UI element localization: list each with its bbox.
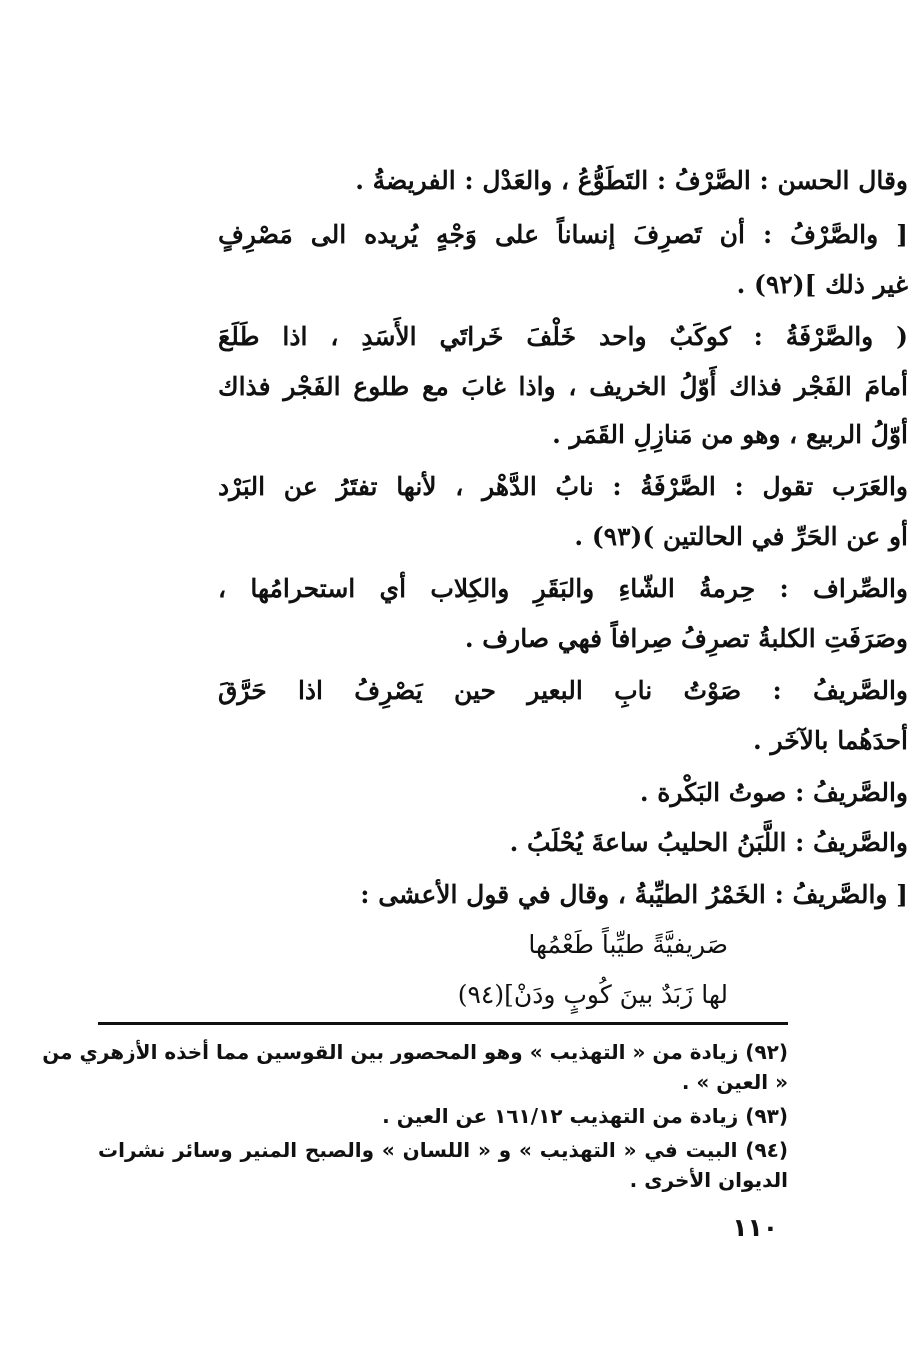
text-line: أمامَ الفَجْر فذاك أَوّلُ الخريف ، واذا غابَ مع طلوع الفَجْر فذاك <box>218 372 908 401</box>
text-line: [ والصَّرْفُ : أن تَصرِفَ إنساناً على وَجْهٍ يُريده الى مَصْرِفٍ <box>218 220 908 249</box>
text-line: والعَرَب تقول : الصَّرْفَةُ : نابُ الدَّهْر ، لأنها تفتَرُ عن البَرْد <box>218 472 908 501</box>
text-line: والصِّراف : حِرمةُ الشّاءِ والبَقَرِ والكِلاب أي استحرامُها ، <box>218 574 908 603</box>
text-line: والصَّريفُ : اللَّبَنُ الحليبُ ساعةَ يُحْلَبُ . <box>509 828 908 857</box>
text-line: أحدَهُما بالآخَر . <box>753 726 908 755</box>
footnote-94: (٩٤) البيت في « التهذيب » و « اللسان » والصبح المنير وسائر نشرات <box>98 1138 788 1162</box>
text-line: وقال الحسن : الصَّرْفُ : التَطَوُّعُ ، والعَدْل : الفريضةُ . <box>355 166 908 195</box>
poem-verse-line: صَريفيَّةً طيِّباً طَعْمُها <box>528 930 728 959</box>
text-line: غير ذلك ](٩٢) . <box>736 270 908 299</box>
text-line: والصَّريفُ : صَوْتُ نابِ البعير حين يَصْرِفُ اذا حَرَّقَ <box>218 676 908 705</box>
poem-verse-line: لها زَبَدٌ بينَ كُوبٍ ودَنْ](٩٤) <box>457 980 728 1009</box>
footnote-92-continuation: « العين » . <box>681 1070 788 1094</box>
text-line: أو عن الحَرِّ في الحالتين )(٩٣) . <box>574 522 908 551</box>
text-line: والصَّريفُ : صوتُ البَكْرة . <box>639 778 908 807</box>
footnote-divider <box>98 1022 788 1025</box>
text-line: [ والصَّريفُ : الخَمْرُ الطيِّبةُ ، وقال في قول الأعشى : <box>360 880 908 909</box>
text-line: وصَرَفَتِ الكلبةُ تصرِفُ صِرافاً فهي صارف . <box>464 624 908 653</box>
footnote-94-continuation: الديوان الأخرى . <box>629 1168 788 1192</box>
text-line: أوّلُ الربيع ، وهو من مَنازِلِ القَمَر . <box>552 420 908 449</box>
footnote-93: (٩٣) زيادة من التهذيب ١٦١/١٢ عن العين . <box>382 1104 788 1128</box>
text-line: ( والصَّرْفَةُ : كوكَبٌ واحد خَلْفَ خَراتَي الأَسَدِ ، اذا طَلَعَ <box>218 322 908 351</box>
footnote-92: (٩٢) زيادة من « التهذيب » وهو المحصور بين القوسين مما أخذه الأزهري من <box>42 1040 788 1064</box>
page-number: ١١٠ <box>732 1213 778 1242</box>
